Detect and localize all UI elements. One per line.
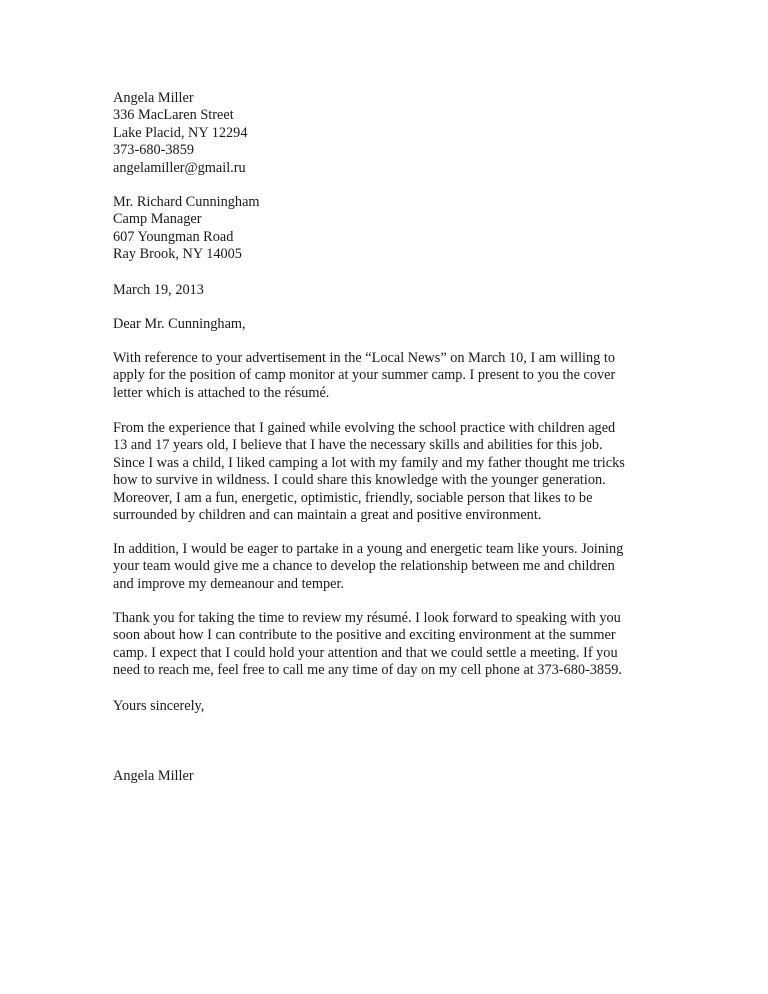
sender-address-block xyxy=(113,90,673,177)
sender-street: 336 MacLaren Street xyxy=(113,107,234,124)
body-paragraph-1 xyxy=(113,350,673,402)
body-paragraph-3 xyxy=(113,541,673,593)
closing-block xyxy=(113,698,673,715)
recipient-address-block xyxy=(113,194,673,264)
paragraph-line: surrounded by children and can maintain a great and positive environment. xyxy=(113,507,542,524)
recipient-street: 607 Youngman Road xyxy=(113,228,234,245)
salutation: Dear Mr. Cunningham, xyxy=(113,316,246,332)
signature-name: Angela Miller xyxy=(113,768,194,784)
salutation-block xyxy=(113,316,673,333)
recipient-title: Camp Manager xyxy=(113,211,202,228)
paragraph-line: how to survive in wildness. I could share this knowledge with the younger generation. xyxy=(113,472,606,489)
sender-phone: 373-680-3859 xyxy=(113,142,195,159)
paragraph-line: With reference to your advertisement in the “Local News” on March 10, I am willing to xyxy=(113,350,616,366)
paragraph-line: 13 and 17 years old, I believe that I have the necessary skills and abilities for this job. xyxy=(113,437,603,454)
body-paragraph-2 xyxy=(113,420,673,524)
sender-name: Angela Miller xyxy=(113,90,194,106)
paragraph-line: your team would give me a chance to develop the relationship between me and children xyxy=(113,558,615,575)
sender-email: angelamiller@gmail.ru xyxy=(113,159,246,176)
paragraph-line: camp. I expect that I could hold your attention and that we could settle a meeting. If you xyxy=(113,644,618,661)
letter-date: March 19, 2013 xyxy=(113,282,204,298)
paragraph-line: From the experience that I gained while evolving the school practice with children aged xyxy=(113,420,616,436)
paragraph-line: apply for the position of camp monitor at your summer camp. I present to you the cover xyxy=(113,367,616,384)
body-paragraph-4 xyxy=(113,610,673,680)
paragraph-line: Moreover, I am a fun, energetic, optimistic, friendly, sociable person that likes to be xyxy=(113,489,593,506)
paragraph-line: soon about how I can contribute to the positive and exciting environment at the summer xyxy=(113,627,616,644)
paragraph-line: and improve my demeanour and temper. xyxy=(113,575,345,592)
paragraph-line: need to reach me, feel free to call me any time of day on my cell phone at 373-680-3859. xyxy=(113,662,622,679)
recipient-city: Ray Brook, NY 14005 xyxy=(113,246,242,263)
sender-city: Lake Placid, NY 12294 xyxy=(113,124,248,141)
signature-block xyxy=(113,768,673,785)
letter-date-block xyxy=(113,282,673,299)
closing: Yours sincerely, xyxy=(113,698,205,714)
recipient-name: Mr. Richard Cunningham xyxy=(113,194,260,210)
paragraph-line: Thank you for taking the time to review my résumé. I look forward to speaking with you xyxy=(113,610,621,626)
paragraph-line: Since I was a child, I liked camping a lot with my family and my father thought me tricks xyxy=(113,454,625,471)
paragraph-line: In addition, I would be eager to partake in a young and energetic team like yours. Joining xyxy=(113,541,624,557)
paragraph-line: letter which is attached to the résumé. xyxy=(113,384,330,401)
